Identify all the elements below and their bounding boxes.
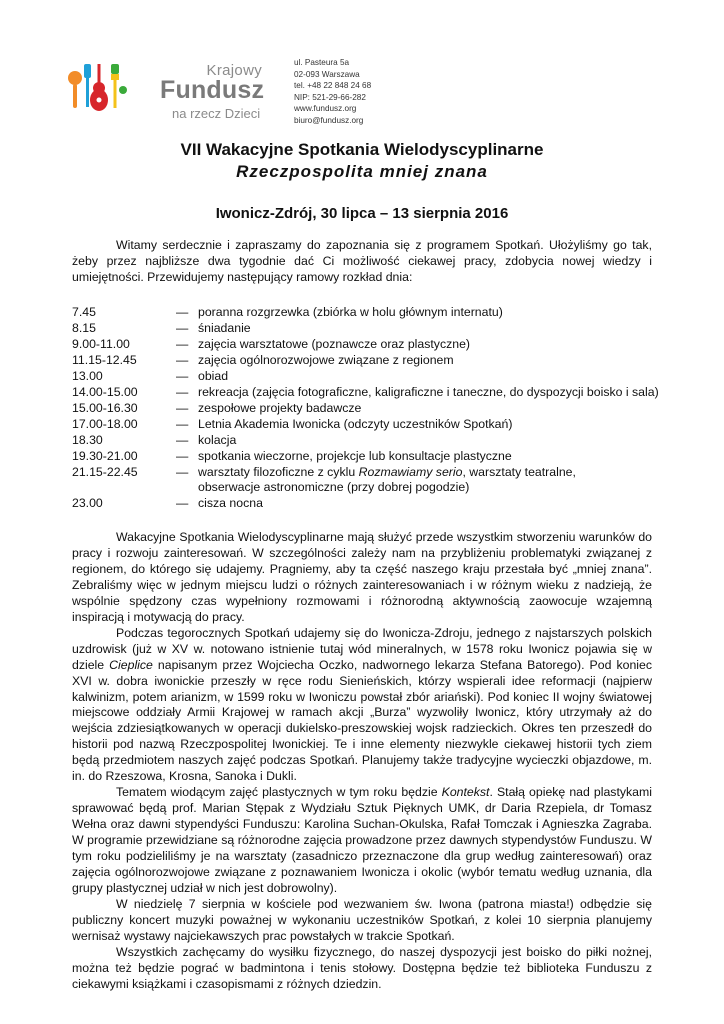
schedule-activity-continued: obserwacje astronomiczne (przy dobrej pogodzie) (198, 480, 470, 495)
schedule-row (72, 337, 672, 353)
schedule-activity: kolacja (198, 432, 237, 447)
schedule-dash: — (176, 336, 189, 351)
foundation-logo-icon (68, 60, 128, 116)
activity-part: warsztaty filozoficzne z cyklu (198, 464, 359, 479)
schedule-activity: obiad (198, 368, 229, 383)
schedule-row (72, 449, 672, 465)
schedule-dash: — (176, 464, 189, 479)
schedule-time: 17.00-18.00 (72, 416, 138, 431)
text-italic: Kontekst (441, 785, 490, 800)
schedule-dash: — (176, 352, 189, 367)
text-part: napisanym przez Wojciecha Oczko, nadwornego lekarza Stefana Batorego). Pod koniec XVI w. dobra iwonickie przeszły w ręce rodu Sienieńskich, którzy wspierali idee reformacji (najpierw kalwinizm, potem arianizm, w 1599 roku w Iwoniczu powstał zbór ariański). Pod koniec II wojny światowej miejscowe oddziały Armii Krajowej w ramach akcji „Burza” wyzwoliły Iwonicz, który utrzymały aż do wejścia zdziesiątkowanych w operacji dukielsko-preszowskiej wojsk radzieckich. Okres ten przeszedł do historii pod nazwą Rzeczpospolitej Iwonickiej. Te i inne elementy niezwykle ciekawej historii tych ziem będą przedmiotem naszych zajęć podczas Spotkań. Planujemy także tradycyjne wycieczki objazdowe, m. in. do Rzeszowa, Krosna, Sanoka i Dukli. (72, 657, 653, 784)
text-part: Podczas tegorocznych Spotkań udajemy się do Iwonicza-Zdroju, jednego z najstarszych polskich uzdrowisk (już w XV w. notowano istnienie tutaj wód mineralnych, w 1578 roku Iwonicz pojawia się w dziele (72, 625, 652, 672)
schedule-row (72, 353, 672, 369)
text-part: Tematem wiodącym zajęć plastycznych w tym roku będzie (116, 785, 442, 800)
contact-city: 02-093 Warszawa (294, 69, 360, 79)
schedule-time: 14.00-15.00 (72, 384, 138, 399)
document-subtitle: Rzeczpospolita mniej znana (236, 162, 488, 181)
contact-nip: NIP: 521-29-66-282 (294, 92, 366, 102)
schedule-dash: — (176, 384, 189, 399)
paragraph-concert: W niedzielę 7 sierpnia w kościele pod wezwaniem św. Iwona (patrona miasta!) odbędzie się publiczny koncert muzyki poważnej w wykonaniu uczestników Spotkań, z kolei 10 sierpnia planujemy wernisaż wystawy najciekawszych prac powstałych w trakcie Spotkań. (72, 896, 652, 943)
paragraph-history (72, 626, 652, 786)
intro-paragraph (72, 238, 652, 286)
schedule-dash: — (176, 400, 189, 415)
schedule-dash: — (176, 448, 189, 463)
contact-phone: tel. +48 22 848 24 68 (294, 81, 372, 90)
activity-italic: Rozmawiamy serio (358, 464, 463, 479)
letterhead (68, 50, 488, 130)
schedule-row (72, 369, 672, 385)
daily-schedule (72, 305, 672, 512)
schedule-activity: spotkania wieczorne, projekcje lub konsultacje plastyczne (198, 448, 512, 463)
schedule-time: 15.00-16.30 (72, 400, 138, 415)
schedule-time: 8.15 (72, 320, 96, 335)
schedule-time: 18.30 (72, 432, 103, 447)
schedule-activity: zajęcia warsztatowe (poznawcze oraz plastyczne) (198, 336, 471, 351)
text-part: . Stałą opiekę nad plastykami sprawować będą prof. Marian Stępak z Wydziału Sztuk Pięknych UMK, dr Daria Rzepiela, dr Tomasz Wełna oraz dawni stypendyści Funduszu: Karolina Suchan-Okulska, Rafał Tomczak i Agnieszka Zagraba. W programie przewidziane są różnorodne zajęcia prowadzone przez dawnych stypendystów Funduszu. W tym roku podzieliliśmy je na warsztaty (zasadniczo przeznaczone dla grup według zainteresowań) oraz zajęcia ogólnorozwojowe związane z poznawaniem Iwonicza i okolic (wybór tematu według uznania, dla grupy plastycznej udział w nich jest dobrowolny). (72, 785, 652, 895)
activity-part: , warsztaty teatralne, (462, 464, 576, 479)
document-title: VII Wakacyjne Spotkania Wielodyscyplinarne (180, 140, 544, 159)
schedule-time: 9.00-11.00 (72, 336, 130, 351)
schedule-activity: zajęcia ogólnorozwojowe związane z regionem (198, 352, 454, 367)
contact-block (294, 57, 371, 126)
paragraph-sports: Wszystkich zachęcamy do wysiłku fizycznego, do naszej dyspozycji jest boisko do piłki nożnej, można też będzie pograć w badmintona i tenis stołowy. Dostępna będzie też biblioteka Funduszu z ciekawymi książkami i czasopismami z różnych dziedzin. (72, 944, 652, 991)
schedule-dash: — (176, 320, 189, 335)
schedule-row (72, 305, 672, 321)
body-text (72, 530, 652, 993)
schedule-dash: — (176, 368, 189, 383)
schedule-row (72, 401, 672, 417)
schedule-row (72, 465, 672, 481)
schedule-row (72, 433, 672, 449)
schedule-activity: cisza nocna (198, 496, 263, 511)
text-italic: Cieplice (109, 657, 153, 672)
schedule-row (72, 385, 672, 401)
schedule-activity: Letnia Akademia Iwonicka (odczyty uczestników Spotkań) (198, 416, 513, 431)
schedule-activity: rekreacja (zajęcia fotograficzne, kaligraficzne i taneczne, do dyspozycji boisko i sala) (198, 384, 659, 399)
schedule-row (72, 417, 672, 433)
schedule-dash: — (176, 305, 189, 319)
schedule-time: 21.15-22.45 (72, 464, 138, 479)
schedule-time: 13.00 (72, 368, 103, 383)
paragraph-art (72, 785, 652, 897)
contact-street: ul. Pasteura 5a (294, 58, 350, 67)
schedule-time: 11.15-12.45 (72, 352, 137, 367)
schedule-time: 19.30-21.00 (72, 448, 138, 463)
contact-email[interactable]: biuro@fundusz.org (294, 115, 364, 125)
schedule-row (72, 321, 672, 337)
schedule-activity: poranna rozgrzewka (zbiórka w holu głównym internatu) (198, 305, 503, 319)
paragraph-goals: Wakacyjne Spotkania Wielodyscyplinarne mają służyć przede wszystkim stworzeniu warunków do pracy i rozwoju zainteresowań. W szczególności zależy nam na przybliżeniu problematyki związanej z regionem, do którego się udajemy. Pragniemy, aby ta część naszego kraju przestała być „mniej znana”. Zebraliśmy więc w jednym miejscu ludzi o różnych zainteresowaniach i w różnym wieku z nadzieją, że wspólnie spędzony czas wypełniony rozmowami i różnorodną aktywnością zaowocuje wzajemną inspiracją i motywacją do pracy. (72, 530, 652, 624)
brand-line-3: na rzecz Dzieci (172, 106, 261, 121)
brand-line-2: Fundusz (160, 76, 265, 104)
schedule-time: 7.45 (72, 305, 96, 319)
contact-website[interactable]: www.fundusz.org (294, 104, 357, 113)
schedule-dash: — (176, 496, 189, 511)
schedule-dash: — (176, 432, 189, 447)
place-and-dates: Iwonicz-Zdrój, 30 lipca – 13 sierpnia 2016 (215, 205, 509, 222)
schedule-activity: śniadanie (198, 320, 251, 335)
schedule-activity (198, 465, 672, 481)
schedule-dash: — (176, 416, 189, 431)
brand-line-1: Krajowy (206, 62, 262, 79)
schedule-time: 23.00 (72, 496, 103, 511)
schedule-activity: zespołowe projekty badawcze (198, 400, 362, 415)
intro-text: Witamy serdecznie i zapraszamy do zapoznania się z programem Spotkań. Ułożyliśmy go tak, żeby przez najbliższe dwa tygodnie dać Ci możliwość ciekawej pracy, zdobycia nowej wiedzy i umiejętności. Przewidujemy następujący ramowy rozkład dnia: (72, 238, 652, 284)
schedule-row (72, 496, 672, 512)
